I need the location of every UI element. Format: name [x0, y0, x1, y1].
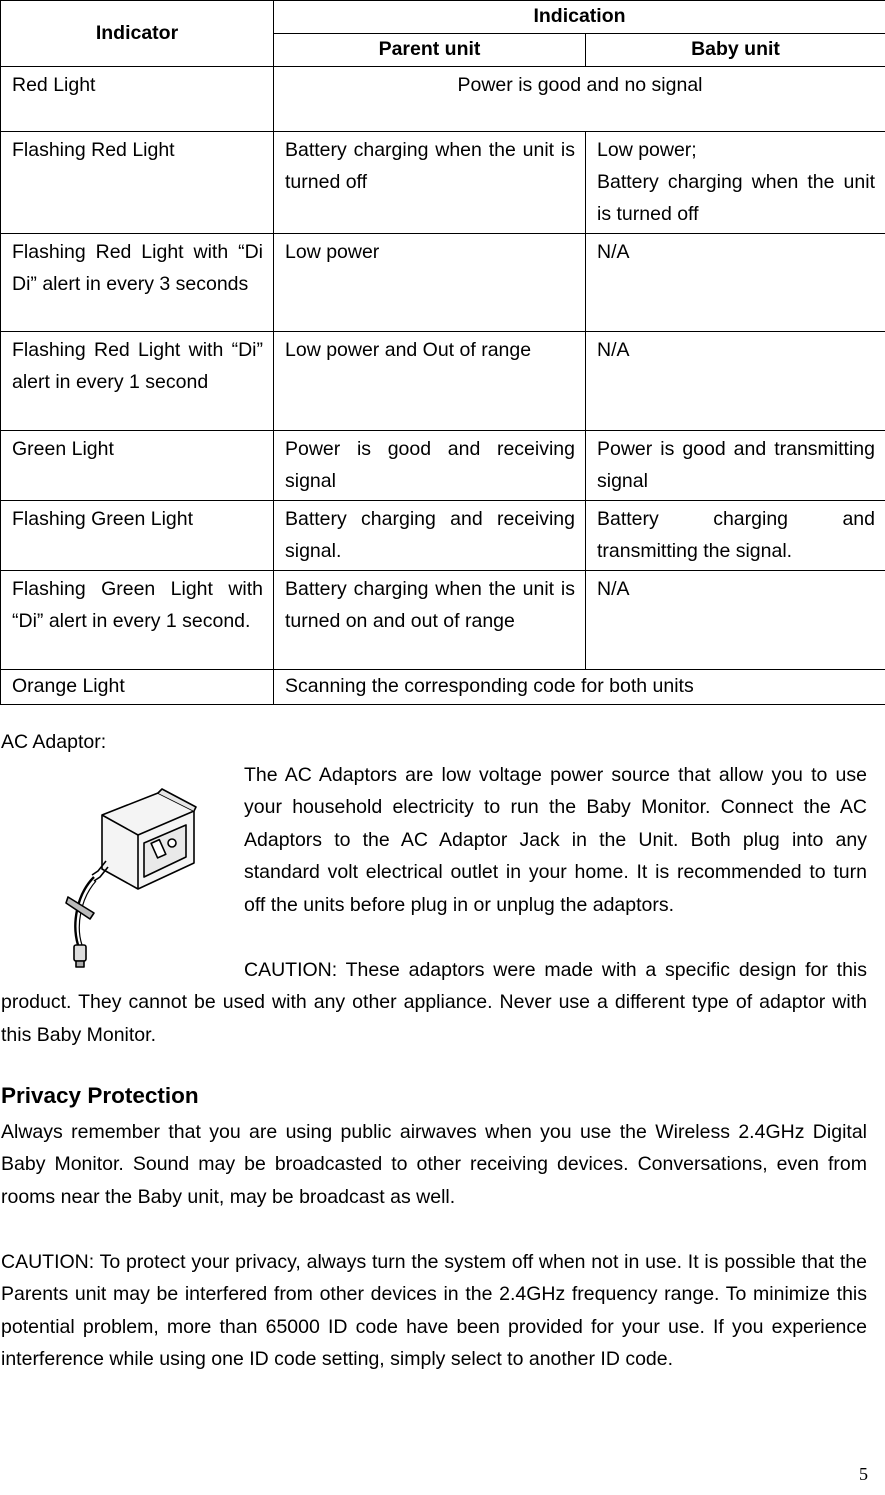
- ac-adaptor-description: The AC Adaptors are low voltage power source that allow you to use your household electricity to run the Baby Monitor. Connect the AC Adaptors to the AC Adaptor Jack in the Unit. Both plug into any standard volt electrical outlet in your home. It is recommended to turn off the units before plug in or unplug the adaptors.: [244, 764, 867, 916]
- table-row: [1, 67, 885, 132]
- cell-indicator: Flashing Green Light: [1, 501, 274, 571]
- table-row: [1, 431, 885, 501]
- cell-indicator: Flashing Red Light: [1, 132, 274, 234]
- privacy-heading: Privacy Protection: [1, 1083, 199, 1108]
- ac-adaptor-caution: CAUTION: These adaptors were made with a specific design for this product. They cannot be used with any other appliance. Never use a different type of adaptor with this Baby Monitor.: [1, 959, 867, 1046]
- table-row: [1, 234, 885, 332]
- cell-indicator: Flashing Green Light with “Di” alert in every 1 second.: [1, 571, 274, 670]
- cell-baby: Power is good and transmitting signal: [586, 431, 885, 501]
- ac-adaptor-illustration-icon: [62, 785, 202, 970]
- ac-adaptor-label: AC Adaptor:: [1, 731, 107, 753]
- cell-parent: Power is good and receiving signal: [274, 431, 586, 501]
- privacy-paragraph: Always remember that you are using public airwaves when you use the Wireless 2.4GHz Digital Baby Monitor. Sound may be broadcasted to other receiving devices. Conversations, even from rooms near the Baby unit, may be broadcast as well.: [1, 1121, 867, 1208]
- cell-parent: Battery charging when the unit is turned on and out of range: [274, 571, 586, 670]
- table-row: [1, 332, 885, 431]
- header-baby-unit: Baby unit: [586, 34, 885, 67]
- cell-baby: Battery charging and transmitting the signal.: [586, 501, 885, 571]
- cell-parent: Battery charging when the unit is turned off: [274, 132, 586, 234]
- privacy-caution: CAUTION: To protect your privacy, always turn the system off when not in use. It is possible that the Parents unit may be interfered from other devices in the 2.4GHz frequency range. To minimize this potential problem, more than 65000 ID code have been provided for your use. If you experience interference while using one ID code setting, simply select to another ID code.: [1, 1251, 867, 1371]
- cell-baby: N/A: [586, 332, 885, 431]
- header-indication: Indication: [274, 1, 885, 34]
- cell-indicator: Flashing Red Light with “Di Di” alert in every 3 seconds: [1, 234, 274, 332]
- cell-baby: N/A: [586, 234, 885, 332]
- cell-baby: Low power; Battery charging when the unit is turned off: [586, 132, 885, 234]
- cell-baby: N/A: [586, 571, 885, 670]
- header-parent-unit: Parent unit: [274, 34, 586, 67]
- header-indicator: Indicator: [1, 1, 274, 67]
- table-row: [1, 132, 885, 234]
- cell-indicator: Red Light: [1, 67, 274, 132]
- page-number: 5: [859, 1464, 868, 1484]
- table-row: [1, 670, 885, 705]
- cell-merged: Power is good and no signal: [274, 67, 885, 132]
- cell-indicator: Orange Light: [1, 670, 274, 705]
- table-row: [1, 501, 885, 571]
- cell-parent: Low power and Out of range: [274, 332, 586, 431]
- table-row: [1, 571, 885, 670]
- cell-merged: Scanning the corresponding code for both units: [274, 670, 885, 705]
- table-header-row: [1, 1, 885, 34]
- cell-indicator: Green Light: [1, 431, 274, 501]
- cell-indicator: Flashing Red Light with “Di” alert in every 1 second: [1, 332, 274, 431]
- cell-parent: Low power: [274, 234, 586, 332]
- indicator-table: [0, 0, 885, 705]
- cell-parent: Battery charging and receiving signal.: [274, 501, 586, 571]
